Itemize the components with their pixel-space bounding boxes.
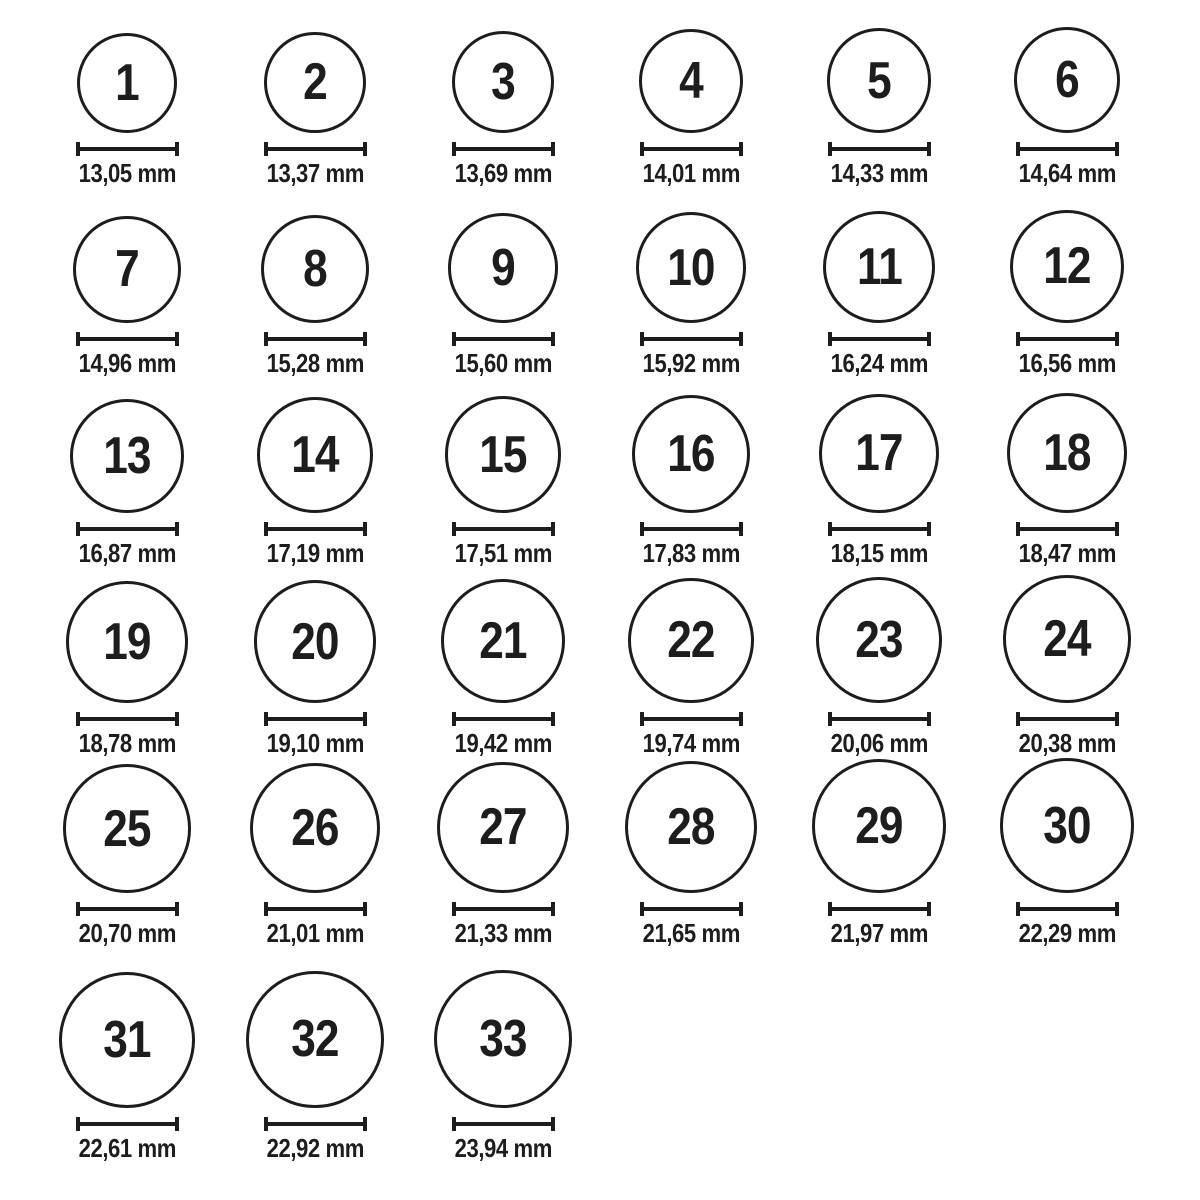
diameter-dimension-line bbox=[828, 332, 931, 346]
dimension-bar bbox=[644, 147, 739, 151]
dimension-right-tick bbox=[927, 332, 931, 346]
ring-circle bbox=[434, 970, 572, 1108]
diameter-dimension-line bbox=[828, 142, 931, 156]
ring-item bbox=[33, 380, 221, 570]
dimension-right-tick bbox=[551, 712, 555, 726]
ring-size-number: 19 bbox=[103, 613, 151, 672]
diameter-dimension-line bbox=[76, 712, 179, 726]
dimension-right-tick bbox=[739, 522, 743, 536]
ring-item bbox=[409, 570, 597, 760]
ring-size-number: 12 bbox=[1043, 237, 1091, 296]
dimension-right-tick bbox=[175, 332, 179, 346]
ring-size-number: 9 bbox=[491, 239, 515, 298]
diameter-dimension-line bbox=[264, 142, 367, 156]
ring-size-number: 30 bbox=[1043, 796, 1091, 855]
diameter-label: 19,42 mm bbox=[454, 728, 552, 758]
dimension-right-tick bbox=[1115, 522, 1119, 536]
dimension-bar bbox=[268, 337, 363, 341]
ring-item bbox=[33, 570, 221, 760]
ring-circle bbox=[257, 397, 373, 513]
ring-circle bbox=[1010, 210, 1123, 323]
ring-size-number: 26 bbox=[291, 799, 339, 857]
ring-item bbox=[409, 190, 597, 380]
ring-circle bbox=[70, 399, 184, 513]
dimension-bar bbox=[644, 337, 739, 341]
diameter-dimension-line bbox=[828, 902, 931, 916]
diameter-label: 17,83 mm bbox=[642, 538, 740, 568]
diameter-label: 13,69 mm bbox=[454, 158, 552, 188]
ring-item bbox=[409, 0, 597, 190]
ring-item bbox=[785, 190, 973, 380]
ring-size-number: 33 bbox=[479, 1009, 527, 1068]
diameter-label: 22,29 mm bbox=[1018, 918, 1116, 948]
dimension-bar bbox=[456, 147, 551, 151]
ring-size-number: 1 bbox=[115, 54, 139, 112]
diameter-label: 19,10 mm bbox=[266, 728, 364, 758]
ring-circle bbox=[812, 759, 946, 893]
diameter-dimension-line bbox=[264, 712, 367, 726]
diameter-label: 17,51 mm bbox=[454, 538, 552, 568]
dimension-right-tick bbox=[175, 142, 179, 156]
diameter-label: 20,38 mm bbox=[1018, 728, 1116, 758]
diameter-label: 20,70 mm bbox=[78, 918, 176, 948]
diameter-dimension-line bbox=[1016, 712, 1119, 726]
dimension-right-tick bbox=[363, 902, 367, 916]
diameter-label: 20,06 mm bbox=[830, 728, 928, 758]
dimension-right-tick bbox=[363, 142, 367, 156]
diameter-label: 18,47 mm bbox=[1018, 538, 1116, 568]
dimension-right-tick bbox=[363, 332, 367, 346]
ring-size-number: 6 bbox=[1055, 51, 1079, 109]
diameter-dimension-line bbox=[76, 332, 179, 346]
ring-item bbox=[973, 570, 1161, 760]
ring-circle bbox=[625, 761, 757, 893]
diameter-label: 15,60 mm bbox=[454, 348, 552, 378]
dimension-right-tick bbox=[551, 1117, 555, 1131]
ring-item bbox=[785, 0, 973, 190]
dimension-bar bbox=[268, 1122, 363, 1126]
dimension-right-tick bbox=[927, 712, 931, 726]
dimension-right-tick bbox=[363, 712, 367, 726]
dimension-bar bbox=[80, 147, 175, 151]
diameter-dimension-line bbox=[264, 902, 367, 916]
diameter-label: 14,01 mm bbox=[642, 158, 740, 188]
ring-circle bbox=[261, 215, 369, 323]
dimension-right-tick bbox=[927, 522, 931, 536]
dimension-bar bbox=[644, 527, 739, 531]
dimension-bar bbox=[1020, 717, 1115, 721]
ring-size-number: 10 bbox=[667, 238, 715, 297]
diameter-dimension-line bbox=[264, 332, 367, 346]
ring-size-number: 16 bbox=[667, 425, 715, 483]
dimension-right-tick bbox=[739, 332, 743, 346]
ring-size-number: 14 bbox=[291, 426, 339, 485]
ring-item bbox=[33, 0, 221, 190]
ring-size-number: 17 bbox=[855, 424, 903, 483]
diameter-label: 21,65 mm bbox=[642, 918, 740, 948]
ring-size-number: 15 bbox=[479, 425, 527, 484]
dimension-right-tick bbox=[1115, 142, 1119, 156]
ring-circle bbox=[1014, 27, 1120, 133]
diameter-dimension-line bbox=[1016, 332, 1119, 346]
diameter-label: 14,33 mm bbox=[830, 158, 928, 188]
dimension-right-tick bbox=[551, 522, 555, 536]
ring-size-number: 22 bbox=[667, 611, 715, 670]
ring-circle bbox=[59, 972, 195, 1108]
ring-item bbox=[221, 0, 409, 190]
diameter-dimension-line bbox=[640, 522, 743, 536]
ring-size-number: 20 bbox=[291, 612, 339, 671]
dimension-right-tick bbox=[175, 522, 179, 536]
ring-item bbox=[409, 380, 597, 570]
diameter-label: 22,92 mm bbox=[266, 1133, 364, 1163]
ring-size-number: 29 bbox=[855, 797, 903, 856]
ring-item bbox=[409, 760, 597, 950]
ring-size-number: 2 bbox=[303, 53, 327, 112]
ring-size-number: 13 bbox=[103, 426, 151, 485]
ring-circle bbox=[77, 33, 177, 133]
dimension-bar bbox=[80, 907, 175, 911]
dimension-bar bbox=[456, 717, 551, 721]
diameter-label: 19,74 mm bbox=[642, 728, 740, 758]
dimension-bar bbox=[268, 907, 363, 911]
ring-item bbox=[33, 760, 221, 950]
ring-circle bbox=[441, 579, 565, 703]
ring-circle bbox=[264, 32, 365, 133]
dimension-right-tick bbox=[927, 142, 931, 156]
ring-circle bbox=[1003, 575, 1131, 703]
ring-item bbox=[597, 380, 785, 570]
diameter-dimension-line bbox=[1016, 142, 1119, 156]
ring-item bbox=[785, 570, 973, 760]
diameter-dimension-line bbox=[640, 332, 743, 346]
dimension-bar bbox=[832, 907, 927, 911]
diameter-label: 16,56 mm bbox=[1018, 348, 1116, 378]
dimension-bar bbox=[832, 147, 927, 151]
ring-circle bbox=[246, 971, 383, 1108]
ring-circle bbox=[254, 580, 377, 703]
dimension-bar bbox=[832, 717, 927, 721]
ring-item bbox=[597, 190, 785, 380]
dimension-right-tick bbox=[551, 332, 555, 346]
dimension-right-tick bbox=[1115, 712, 1119, 726]
dimension-right-tick bbox=[175, 1117, 179, 1131]
dimension-right-tick bbox=[363, 522, 367, 536]
ring-item bbox=[221, 570, 409, 760]
diameter-dimension-line bbox=[76, 902, 179, 916]
diameter-label: 15,92 mm bbox=[642, 348, 740, 378]
diameter-dimension-line bbox=[640, 712, 743, 726]
dimension-bar bbox=[832, 337, 927, 341]
diameter-label: 13,37 mm bbox=[266, 158, 364, 188]
ring-item bbox=[221, 950, 409, 1165]
dimension-right-tick bbox=[1115, 332, 1119, 346]
ring-item bbox=[785, 760, 973, 950]
ring-circle bbox=[1007, 393, 1127, 513]
diameter-dimension-line bbox=[76, 1117, 179, 1131]
dimension-right-tick bbox=[739, 902, 743, 916]
ring-size-number: 32 bbox=[291, 1010, 339, 1069]
ring-circle bbox=[823, 211, 935, 323]
diameter-label: 23,94 mm bbox=[454, 1133, 552, 1163]
ring-item bbox=[597, 760, 785, 950]
dimension-bar bbox=[268, 717, 363, 721]
ring-circle bbox=[827, 28, 932, 133]
ring-circle bbox=[819, 394, 938, 513]
diameter-label: 18,78 mm bbox=[78, 728, 176, 758]
ring-item bbox=[221, 760, 409, 950]
dimension-right-tick bbox=[739, 712, 743, 726]
diameter-dimension-line bbox=[452, 142, 555, 156]
ring-circle bbox=[73, 216, 180, 323]
dimension-bar bbox=[80, 337, 175, 341]
dimension-right-tick bbox=[927, 902, 931, 916]
diameter-label: 14,96 mm bbox=[78, 348, 176, 378]
dimension-right-tick bbox=[1115, 902, 1119, 916]
dimension-bar bbox=[80, 527, 175, 531]
dimension-right-tick bbox=[363, 1117, 367, 1131]
dimension-right-tick bbox=[175, 902, 179, 916]
dimension-bar bbox=[456, 907, 551, 911]
dimension-bar bbox=[456, 527, 551, 531]
ring-circle bbox=[1000, 758, 1135, 893]
dimension-bar bbox=[1020, 147, 1115, 151]
ring-size-number: 21 bbox=[479, 612, 527, 670]
ring-item bbox=[785, 380, 973, 570]
diameter-dimension-line bbox=[640, 902, 743, 916]
diameter-label: 15,28 mm bbox=[266, 348, 364, 378]
dimension-bar bbox=[456, 1122, 551, 1126]
ring-circle bbox=[250, 763, 380, 893]
diameter-label: 21,33 mm bbox=[454, 918, 552, 948]
ring-size-number: 27 bbox=[479, 798, 527, 857]
ring-size-number: 4 bbox=[679, 52, 703, 111]
diameter-dimension-line bbox=[828, 522, 931, 536]
dimension-right-tick bbox=[551, 142, 555, 156]
ring-item bbox=[597, 0, 785, 190]
ring-item bbox=[221, 380, 409, 570]
ring-size-number: 28 bbox=[667, 797, 715, 856]
diameter-dimension-line bbox=[452, 332, 555, 346]
diameter-label: 22,61 mm bbox=[78, 1133, 176, 1163]
diameter-dimension-line bbox=[76, 142, 179, 156]
diameter-dimension-line bbox=[452, 902, 555, 916]
ring-size-number: 11 bbox=[856, 238, 902, 296]
diameter-dimension-line bbox=[452, 712, 555, 726]
ring-size-number: 23 bbox=[855, 610, 903, 669]
dimension-bar bbox=[644, 907, 739, 911]
ring-circle bbox=[66, 581, 188, 703]
ring-circle bbox=[636, 212, 747, 323]
ring-size-number: 3 bbox=[491, 52, 515, 111]
ring-item bbox=[33, 190, 221, 380]
ring-size-number: 18 bbox=[1043, 423, 1091, 482]
dimension-right-tick bbox=[551, 902, 555, 916]
dimension-bar bbox=[80, 717, 175, 721]
dimension-right-tick bbox=[739, 142, 743, 156]
diameter-dimension-line bbox=[1016, 522, 1119, 536]
dimension-bar bbox=[268, 527, 363, 531]
ring-circle bbox=[437, 762, 568, 893]
ring-item bbox=[973, 0, 1161, 190]
ring-size-number: 7 bbox=[115, 240, 139, 299]
diameter-dimension-line bbox=[264, 522, 367, 536]
ring-size-number: 24 bbox=[1043, 610, 1091, 669]
diameter-label: 21,97 mm bbox=[830, 918, 928, 948]
diameter-label: 18,15 mm bbox=[830, 538, 928, 568]
dimension-bar bbox=[1020, 907, 1115, 911]
diameter-label: 16,87 mm bbox=[78, 538, 176, 568]
diameter-dimension-line bbox=[640, 142, 743, 156]
dimension-bar bbox=[80, 1122, 175, 1126]
ring-circle bbox=[816, 577, 942, 703]
diameter-label: 13,05 mm bbox=[78, 158, 176, 188]
ring-circle bbox=[632, 395, 750, 513]
dimension-bar bbox=[1020, 527, 1115, 531]
ring-item bbox=[973, 760, 1161, 950]
ring-item bbox=[973, 380, 1161, 570]
diameter-dimension-line bbox=[1016, 902, 1119, 916]
ring-item bbox=[597, 570, 785, 760]
diameter-label: 14,64 mm bbox=[1018, 158, 1116, 188]
diameter-label: 16,24 mm bbox=[830, 348, 928, 378]
ring-circle bbox=[452, 31, 554, 133]
diameter-dimension-line bbox=[452, 522, 555, 536]
dimension-bar bbox=[268, 147, 363, 151]
ring-item bbox=[221, 190, 409, 380]
diameter-dimension-line bbox=[452, 1117, 555, 1131]
diameter-label: 21,01 mm bbox=[266, 918, 364, 948]
ring-size-number: 8 bbox=[303, 239, 327, 298]
dimension-bar bbox=[832, 527, 927, 531]
dimension-right-tick bbox=[175, 712, 179, 726]
diameter-dimension-line bbox=[264, 1117, 367, 1131]
ring-item bbox=[409, 950, 597, 1165]
ring-item bbox=[33, 950, 221, 1165]
ring-circle bbox=[445, 396, 562, 513]
ring-circle bbox=[63, 764, 192, 893]
dimension-bar bbox=[1020, 337, 1115, 341]
ring-size-number: 5 bbox=[867, 51, 891, 110]
dimension-bar bbox=[456, 337, 551, 341]
diameter-dimension-line bbox=[76, 522, 179, 536]
dimension-bar bbox=[644, 717, 739, 721]
ring-circle bbox=[628, 578, 753, 703]
ring-size-number: 25 bbox=[103, 799, 151, 858]
ring-item bbox=[973, 190, 1161, 380]
diameter-label: 17,19 mm bbox=[266, 538, 364, 568]
diameter-dimension-line bbox=[828, 712, 931, 726]
ring-circle bbox=[448, 213, 558, 323]
ring-circle bbox=[639, 29, 743, 133]
ring-size-number: 31 bbox=[103, 1011, 151, 1069]
